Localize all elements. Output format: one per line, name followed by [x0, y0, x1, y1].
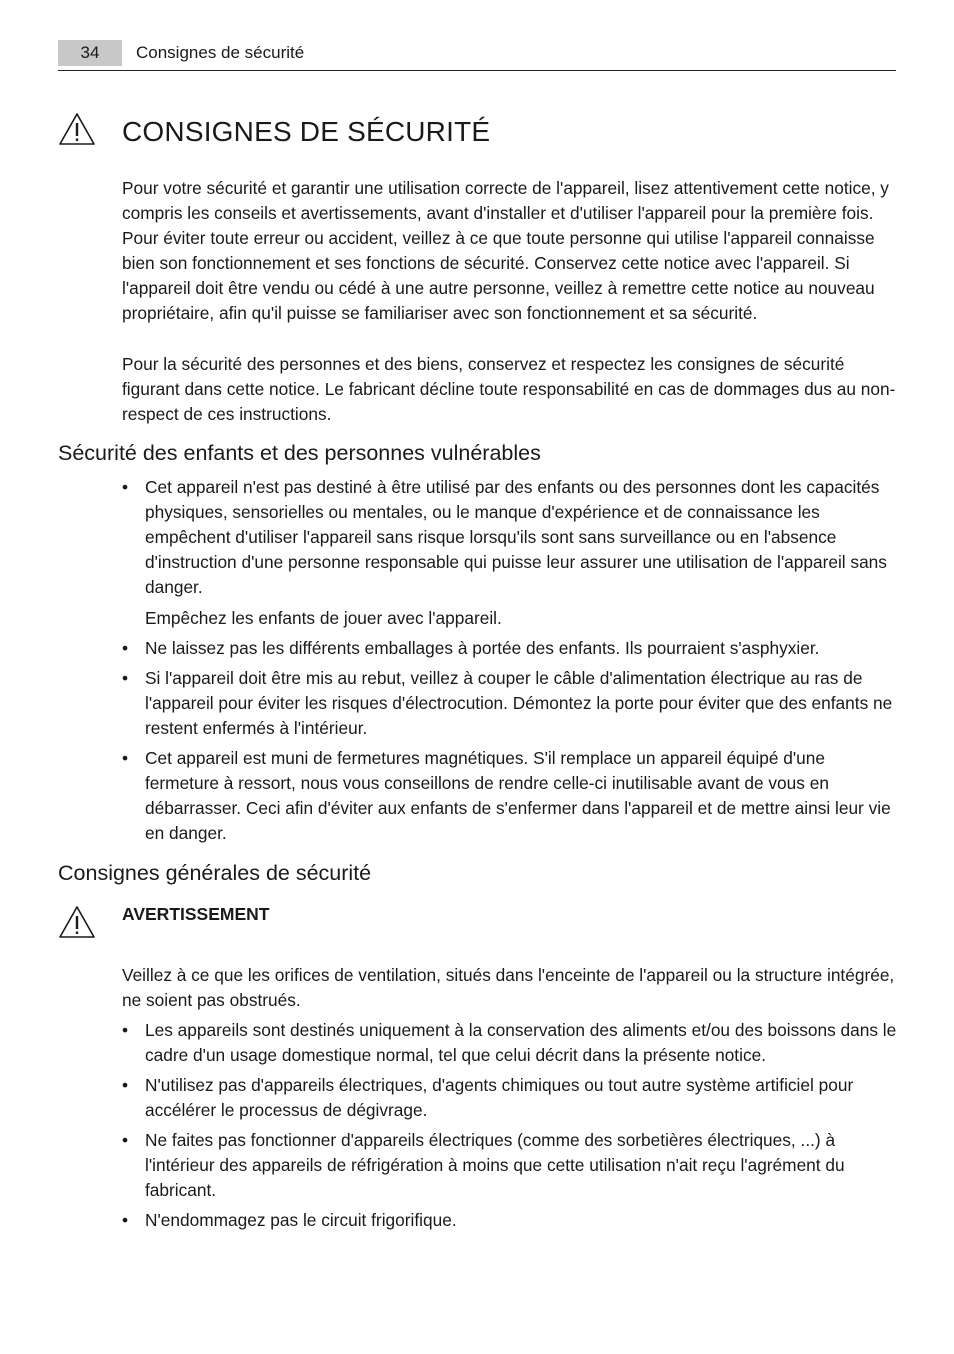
bullet-icon: •	[122, 1075, 129, 1095]
list-item-text: Ne laissez pas les différents emballages à portée des enfants. Ils pourraient s'asphyxier.	[145, 638, 820, 658]
warning-label: AVERTISSEMENT	[122, 904, 270, 924]
list-item-text: Si l'appareil doit être mis au rebut, veillez à couper le câble d'alimentation électrique au ras de l'appareil pour éviter les risques d'électrocution. Démontez la porte pour éviter que des enfants ne restent enfermés à l'intérieur.	[145, 668, 893, 738]
general-bullet-list	[122, 1018, 900, 1238]
warning-triangle-icon	[58, 905, 96, 939]
list-item	[122, 636, 900, 661]
bullet-icon: •	[122, 1210, 129, 1230]
list-item	[122, 1018, 900, 1068]
list-item-text: Cet appareil n'est pas destiné à être utilisé par des enfants ou des personnes dont les capacités physiques, sensorielles ou mentales, ou le manque d'expérience et de connaissance les empêchent d'utiliser l'appareil sans risque lorsqu'ils sont sans surveillance ou en l'absence d'instruction d'une personne responsable qui puisse leur assurer une utilisation de l'appareil sans danger.	[145, 477, 887, 597]
list-item-note: Empêchez les enfants de jouer avec l'appareil.	[145, 608, 502, 628]
warning-triangle-icon	[58, 112, 96, 146]
running-title: Consignes de sécurité	[136, 43, 305, 62]
page-number: 34	[80, 43, 100, 62]
list-item-text: N'utilisez pas d'appareils électriques, d'agents chimiques ou tout autre système artificiel pour accélérer le processus de dégivrage.	[145, 1075, 854, 1120]
intro-paragraph-2: Pour la sécurité des personnes et des biens, conservez et respectez les consignes de sécurité figurant dans cette notice. Le fabricant décline toute responsabilité en cas de dommages dus au non-respect de ces instructions.	[122, 354, 896, 424]
list-item	[122, 475, 900, 631]
list-item-text: Les appareils sont destinés uniquement à la conservation des aliments et/ou des boissons dans le cadre d'un usage domestique normal, tel que celui décrit dans la présente notice.	[145, 1020, 897, 1065]
intro-paragraph-1: Pour votre sécurité et garantir une utilisation correcte de l'appareil, lisez attentivement cette notice, y compris les conseils et avertissements, avant d'installer et d'utiliser l'appareil pour la première fois. Pour éviter toute erreur ou accident, veillez à ce que toute personne qui utilise l'appareil connaisse bien son fonctionnement et ses fonctions de sécurité. Conservez cette notice avec l'appareil. Si l'appareil doit être vendu ou cédé à une autre personne, veillez à remettre cette notice au nouveau propriétaire, afin qu'il puisse se familiariser avec son fonctionnement et sa sécurité.	[122, 178, 889, 323]
page-number-box	[58, 40, 122, 66]
page-title: CONSIGNES DE SÉCURITÉ	[122, 116, 491, 147]
list-item	[122, 666, 900, 741]
bullet-icon: •	[122, 668, 129, 688]
section-heading-general: Consignes générales de sécurité	[58, 861, 372, 885]
section-heading-children: Sécurité des enfants et des personnes vulnérables	[58, 441, 541, 465]
children-bullet-list	[122, 475, 900, 851]
bullet-icon: •	[122, 1020, 129, 1040]
list-item-text: N'endommagez pas le circuit frigorifique.	[145, 1210, 457, 1230]
bullet-icon: •	[122, 477, 129, 497]
list-item	[122, 1128, 900, 1203]
list-item-text: Ne faites pas fonctionner d'appareils électriques (comme des sorbetières électriques, ...) à l'intérieur des appareils de réfrigération à moins que cette utilisation n'ait reçu l'agrément du fabricant.	[145, 1130, 845, 1200]
bullet-icon: •	[122, 638, 129, 658]
header-divider	[58, 70, 896, 71]
list-item	[122, 746, 900, 846]
list-item-text: Cet appareil est muni de fermetures magnétiques. S'il remplace un appareil équipé d'une fermeture à ressort, nous vous conseillons de rendre celle-ci inutilisable avant de vous en débarrasser. Ceci afin d'éviter aux enfants de s'enfermer dans l'appareil et de mettre ainsi leur vie en danger.	[145, 748, 891, 843]
bullet-icon: •	[122, 1130, 129, 1150]
bullet-icon: •	[122, 748, 129, 768]
list-item	[122, 1208, 900, 1233]
list-item	[122, 1073, 900, 1123]
warning-text: Veillez à ce que les orifices de ventilation, situés dans l'enceinte de l'appareil ou la structure intégrée, ne soient pas obstrués.	[122, 965, 895, 1010]
